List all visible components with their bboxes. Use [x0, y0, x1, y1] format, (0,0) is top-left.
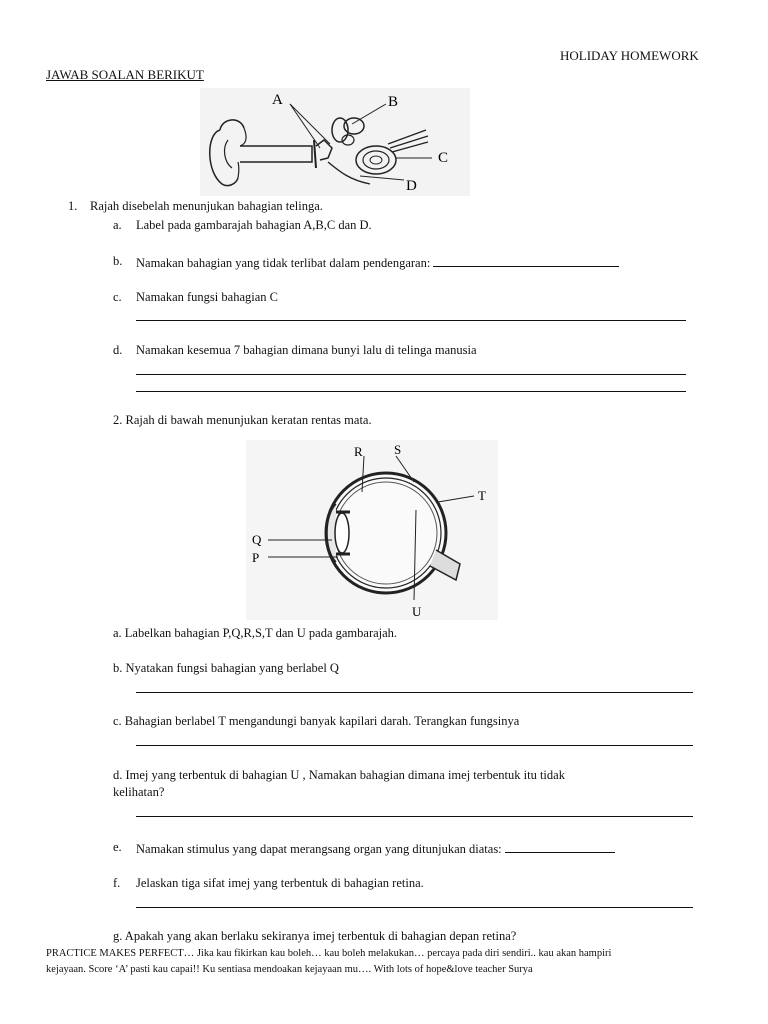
q1b-text: Namakan bahagian yang tidak terlibat dalam pendengaran:: [136, 256, 431, 270]
q2c-text: c. Bahagian berlabel T mengandungi banyak kapilari darah. Terangkan fungsinya: [113, 714, 520, 728]
eye-label-t: T: [478, 488, 486, 503]
q2e-marker: e.: [113, 840, 122, 854]
q2f-marker: f.: [113, 876, 121, 890]
q2b-text: b. Nyatakan fungsi bahagian yang berlabel Q: [113, 661, 339, 675]
q2c-answer-line[interactable]: [136, 745, 693, 746]
q2f-answer-line[interactable]: [136, 907, 693, 908]
q1d-text: Namakan kesemua 7 bahagian dimana bunyi lalu di telinga manusia: [136, 343, 477, 357]
q1b-question: [136, 254, 619, 271]
q1-stem: Rajah disebelah menunjukan bahagian telinga.: [90, 199, 323, 213]
q2e-answer-blank[interactable]: [505, 840, 615, 853]
q1b-answer-blank[interactable]: [433, 254, 619, 267]
q2f-text: Jelaskan tiga sifat imej yang terbentuk di bahagian retina.: [136, 876, 424, 890]
ear-label-d: D: [406, 178, 417, 194]
q2d-text-line2: kelihatan?: [113, 785, 165, 799]
footer-message-line2: kejayaan. Score ‘A’ pasti kau capai!! Ku sentiasa mendoakan kejayaan mu…. With lots of hope&love teacher Surya: [46, 964, 533, 975]
q1a-text: Label pada gambarajah bahagian A,B,C dan D.: [136, 218, 372, 232]
eye-label-u: U: [412, 604, 422, 619]
ear-diagram: [200, 88, 470, 196]
q2b-answer-line[interactable]: [136, 692, 693, 693]
q1c-text: Namakan fungsi bahagian C: [136, 290, 278, 304]
eye-diagram: [246, 440, 498, 620]
eye-label-p: P: [252, 550, 260, 565]
q1d-marker: d.: [113, 343, 123, 357]
eye-label-s: S: [394, 442, 402, 457]
q1c-answer-line[interactable]: [136, 320, 686, 321]
q1c-marker: c.: [113, 290, 122, 304]
page-title: HOLIDAY HOMEWORK: [560, 48, 699, 63]
lens: [335, 513, 349, 553]
q1d-answer-line-2[interactable]: [136, 391, 686, 392]
q1a-marker: a.: [113, 218, 122, 232]
eye-label-r: R: [354, 444, 363, 459]
q2-stem: 2. Rajah di bawah menunjukan keratan rentas mata.: [113, 413, 372, 427]
ear-label-b: B: [388, 94, 399, 110]
eye-label-q: Q: [252, 532, 262, 547]
q2d-text-line1: d. Imej yang terbentuk di bahagian U , Namakan bahagian dimana imej terbentuk itu tidak: [113, 768, 565, 782]
q2a-text: a. Labelkan bahagian P,Q,R,S,T dan U pada gambarajah.: [113, 626, 398, 640]
q1-number: 1.: [68, 199, 78, 213]
ear-label-a: A: [272, 92, 283, 108]
ear-diagram-background: [200, 88, 470, 196]
section-instruction: JAWAB SOALAN BERIKUT: [46, 67, 204, 82]
footer-message-line1: PRACTICE MAKES PERFECT… Jika kau fikirkan kau boleh… kau boleh melakukan… percaya pada diri sendiri.. kau akan hampiri: [46, 948, 612, 959]
q2e-text: Namakan stimulus yang dapat merangsang organ yang ditunjukan diatas:: [136, 842, 502, 856]
q2g-text: g. Apakah yang akan berlaku sekiranya imej terbentuk di bahagian depan retina?: [113, 929, 517, 943]
q1b-marker: b.: [113, 254, 123, 268]
q2e-question: [136, 840, 615, 857]
ear-label-c: C: [438, 150, 449, 166]
q2d-answer-line[interactable]: [136, 816, 693, 817]
q1d-answer-line-1[interactable]: [136, 374, 686, 375]
